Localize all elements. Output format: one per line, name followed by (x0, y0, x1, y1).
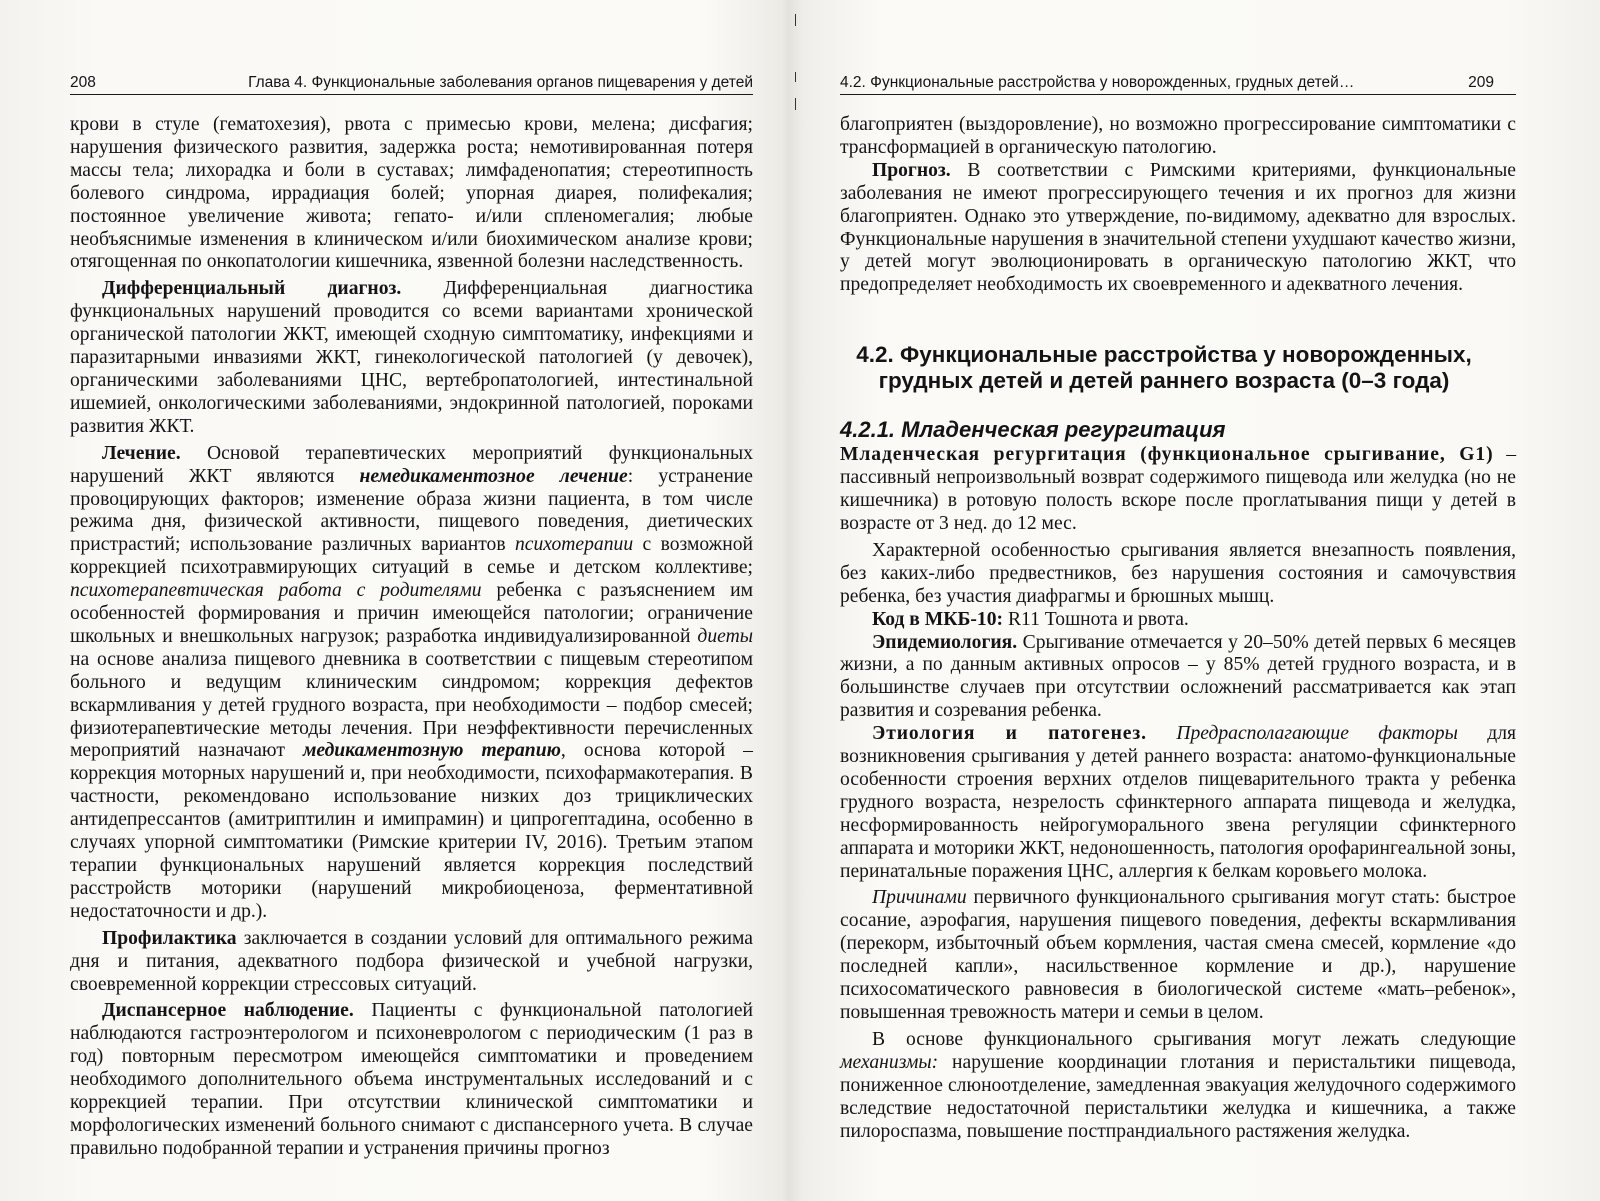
emphasis-text: психотерапии (514, 534, 634, 556)
paragraph-text: Характерной особенностью срыгивания является внезапность появления, без каких-либо предвестников, без нарушения состояния и самочувствия ребенка, без участия диафрагмы и брюшных мышц. (840, 539, 1516, 607)
section-heading-line: 4.2. Функциональные расстройства у новорожденных, (856, 342, 1472, 368)
paragraph-heading: Код в МКБ-10: (872, 608, 1004, 630)
gutter-mark (795, 14, 796, 26)
paragraph-definition (840, 444, 1516, 536)
paragraph-heading: Прогноз. (872, 159, 951, 181)
paragraph-heading: Диспансерное наблюдение. (102, 1000, 354, 1022)
paragraph-text: на основе анализа пищевого дневника в соответствии с пищевым стереотипом больного и ведущим клиническим синдромом; коррекция дефектов вскармливания у детей грудного возраста, при необходимости – подбор смесей; физиотерапевтические методы лечения. При неэффективности перечисленных мероприятий назначают (70, 648, 753, 762)
emphasis-text: медикаментозную терапию (302, 740, 561, 762)
emphasis-text: Предрасполагающие факторы (1176, 723, 1458, 745)
section-heading-line: грудных детей и детей раннего возраста (0–3 года) (878, 367, 1450, 393)
paragraph-text: Пациенты с функциональной патологией наблюдаются гастроэнтерологом и психоневрологом с периодическим (1 раз в год) повторным пересмотром имеющейся симптоматики и проведением необходимого дополнительного объема инструментальных исследований и с коррекцией терапии. При отсутствии клинической симптоматики и морфологических изменений больного снимают с диспансерного учета. В случае правильно подобранной терапии и устранения причины прогноз (70, 1000, 753, 1159)
emphasis-text: психотерапевтическая работа с родителями (70, 580, 482, 602)
section-heading (840, 342, 1516, 393)
paragraph-text: с возможной коррекцией психотравмирующих ситуаций в семье и детском коллективе; (70, 534, 753, 579)
paragraph-epidemiology (840, 632, 1516, 724)
paragraph-text: Дифференциальная диагностика функциональных нарушений проводится со всеми вариантами хронической органической патологии ЖКТ, имеющей сходную симптоматику, инфекциями и паразитарными инвазиями ЖКТ, гинекологической патологией (у девочек), органическими заболеваниями ЦНС, вертебропатологией, интестинальной ишемией, онкологическими заболеваниями, эндокринной патологией, пороками развития ЖКТ. (70, 278, 753, 437)
paragraph (840, 540, 1516, 609)
paragraph-text: благоприятен (выздоровление), но возможно прогрессирование симптоматики с трансформацией в органическую патологию. (840, 114, 1516, 158)
paragraph-text: R11 Тошнота и рвота. (1003, 608, 1189, 630)
paragraph-differential-diagnosis (70, 278, 753, 438)
paragraph-text: ребенка с разъяснением им особенностей формирования и причин имеющейся патологии; ограничение школьных и внешкольных нагрузок; разработка индивидуализированной (70, 580, 753, 647)
paragraph-text: первичного функционального срыгивания могут стать: быстрое сосание, аэрофагия, нарушения пищевого поведения, дефекты вскармливания (перекорм, избыточный объем кормления, частая смена смесей, кормление «до последней капли», насильственное кормление и др.), нарушение психосоматического равновесия в биологической системе «мать–ребенок», повышенная тревожность матери и семьи в целом. (840, 887, 1516, 1023)
paragraph-heading: Эпидемиология. (872, 631, 1018, 653)
paragraph-causes (840, 887, 1516, 1024)
paragraph (70, 114, 753, 274)
gutter-mark (795, 72, 796, 82)
paragraph-heading: Этиология и патогенез. (872, 723, 1147, 745)
paragraph-text: нарушение координации глотания и перистальтики пищевода, пониженное слюноотделение, замедленная эвакуация желудочного содержимого вследствие недостаточной перистальтики желудка и кишечника, а также пилороспазма, повышение постпрандиального растяжения желудка. (840, 1051, 1516, 1142)
paragraph-follow-up (70, 1000, 753, 1160)
right-page (840, 72, 1516, 1143)
paragraph-text: Основой терапевтических мероприятий функциональных нарушений ЖКТ являются (70, 442, 753, 487)
page-body (840, 444, 1516, 1143)
paragraph-prevention (70, 928, 753, 997)
paragraph-prognosis (840, 160, 1516, 297)
paragraph-text: заключается в создании условий для оптимального режима дня и питания, адекватного подбора физической и учебной нагрузки, своевременной коррекции стрессовых ситуаций. (70, 927, 753, 995)
paragraph-mechanisms (840, 1029, 1516, 1144)
paragraph-heading: Дифференциальный диагноз. (102, 278, 402, 300)
page-body (70, 114, 753, 1161)
paragraph-text: В соответствии с Римскими критериями, функциональные заболевания не имеют прогрессирующего течения и их прогноз для жизни благоприятен. Однако это утверждение, по-видимому, адекватно для взрослых. Функциональные нарушения в значительной степени ухудшают качество жизни, у детей могут эволюционировать в органическую патологию ЖКТ, что предопределяет необходимость их своевременного и адекватного лечения. (840, 159, 1516, 296)
paragraph-text: крови в стуле (гематохезия), рвота с примесью крови, мелена; дисфагия; нарушения физического развития, задержка роста; немотивированная потеря массы тела; лихорадка и боли в суставах; лимфаденопатия; стереотипность болевого синдрома, иррадиация болей; упорная диарея, полифекалия; постоянное увеличение живота; гепато- и/или спленомегалия; любые необъяснимые изменения в клиническом и/или биохимическом анализе крови; отягощенная по онкопатологии кишечника, язвенной болезни наследственность. (70, 114, 753, 273)
emphasis-text: механизмы: (840, 1051, 939, 1073)
paragraph-treatment (70, 443, 753, 924)
page-body (840, 114, 1516, 297)
page-number: 209 (1468, 74, 1494, 91)
subsection-heading: 4.2.1. Младенческая регургитация (840, 417, 1226, 443)
paragraph-text: – пассивный непроизвольный возврат содержимого пищевода или желудка (но не кишечника) в ротовую полость вскоре после проглатывания пищи у детей в возрасте от 3 нед. до 12 мес. (840, 444, 1516, 534)
gutter-mark (795, 98, 796, 110)
paragraph-text: , основа которой – коррекция моторных нарушений и, при необходимости, психофармакотерапия. В частности, рекомендовано использование низких доз трициклических антидепрессантов (амитриптилин и имипрамин) и ципрогептадина, особенно в случаях упорной симптоматики (Римские критерии IV, 2016). Третьим этапом терапии функциональных нарушений является коррекция последствий расстройств моторики (нарушений микробиоценоза, ферментативной недостаточности и др.). (70, 740, 753, 922)
paragraph (840, 114, 1516, 160)
running-head (70, 72, 753, 95)
paragraph-text: В основе функционального срыгивания могут лежать следующие (872, 1028, 1516, 1050)
paragraph-heading: Младенческая регургитация (функциональное срыгивание, G1) (840, 444, 1494, 466)
paragraph-heading: Профилактика (102, 927, 237, 949)
emphasis-text: диеты (697, 625, 753, 647)
running-head-title: Глава 4. Функциональные заболевания органов пищеварения у детей (248, 74, 753, 91)
paragraph-text: для возникновения срыгивания у детей раннего возраста: анатомо-функциональные особенности строения верхних отделов пищеварительного тракта у ребенка грудного возраста, незрелость сфинктерного аппарата пищевода и желудка, несформированность нейрогуморального звена регуляции сфинктерного аппарата и моторики ЖКТ, недоношенность, патология орофарингеальной зоны, перинатальные поражения ЦНС, аллергия к белкам коровьего молока. (840, 723, 1516, 882)
page-number: 208 (70, 74, 96, 91)
emphasis-text: немедикаментозное лечение (359, 465, 628, 487)
paragraph-icd-code (840, 609, 1516, 632)
running-head (840, 72, 1516, 95)
left-page (70, 72, 753, 1161)
paragraph-heading: Лечение. (102, 442, 181, 464)
paragraph-text: : устранение провоцирующих факторов; изменение образа жизни пациента, в том числе режима дня, физической активности, пищевого поведения, диетических пристрастий; использование различных вариантов (70, 465, 753, 556)
paragraph-etiology (840, 723, 1516, 883)
paragraph-text: Срыгивание отмечается у 20–50% детей первых 6 месяцев жизни, а по данным активных опросов – у 85% детей грудного возраста, и в большинстве случаев при отсутствии осложнений рассматривается как этап развития и созревания ребенка. (840, 631, 1516, 722)
emphasis-text: Причинами (872, 887, 967, 909)
running-head-title: 4.2. Функциональные расстройства у новорожденных, грудных детей… (840, 74, 1355, 91)
